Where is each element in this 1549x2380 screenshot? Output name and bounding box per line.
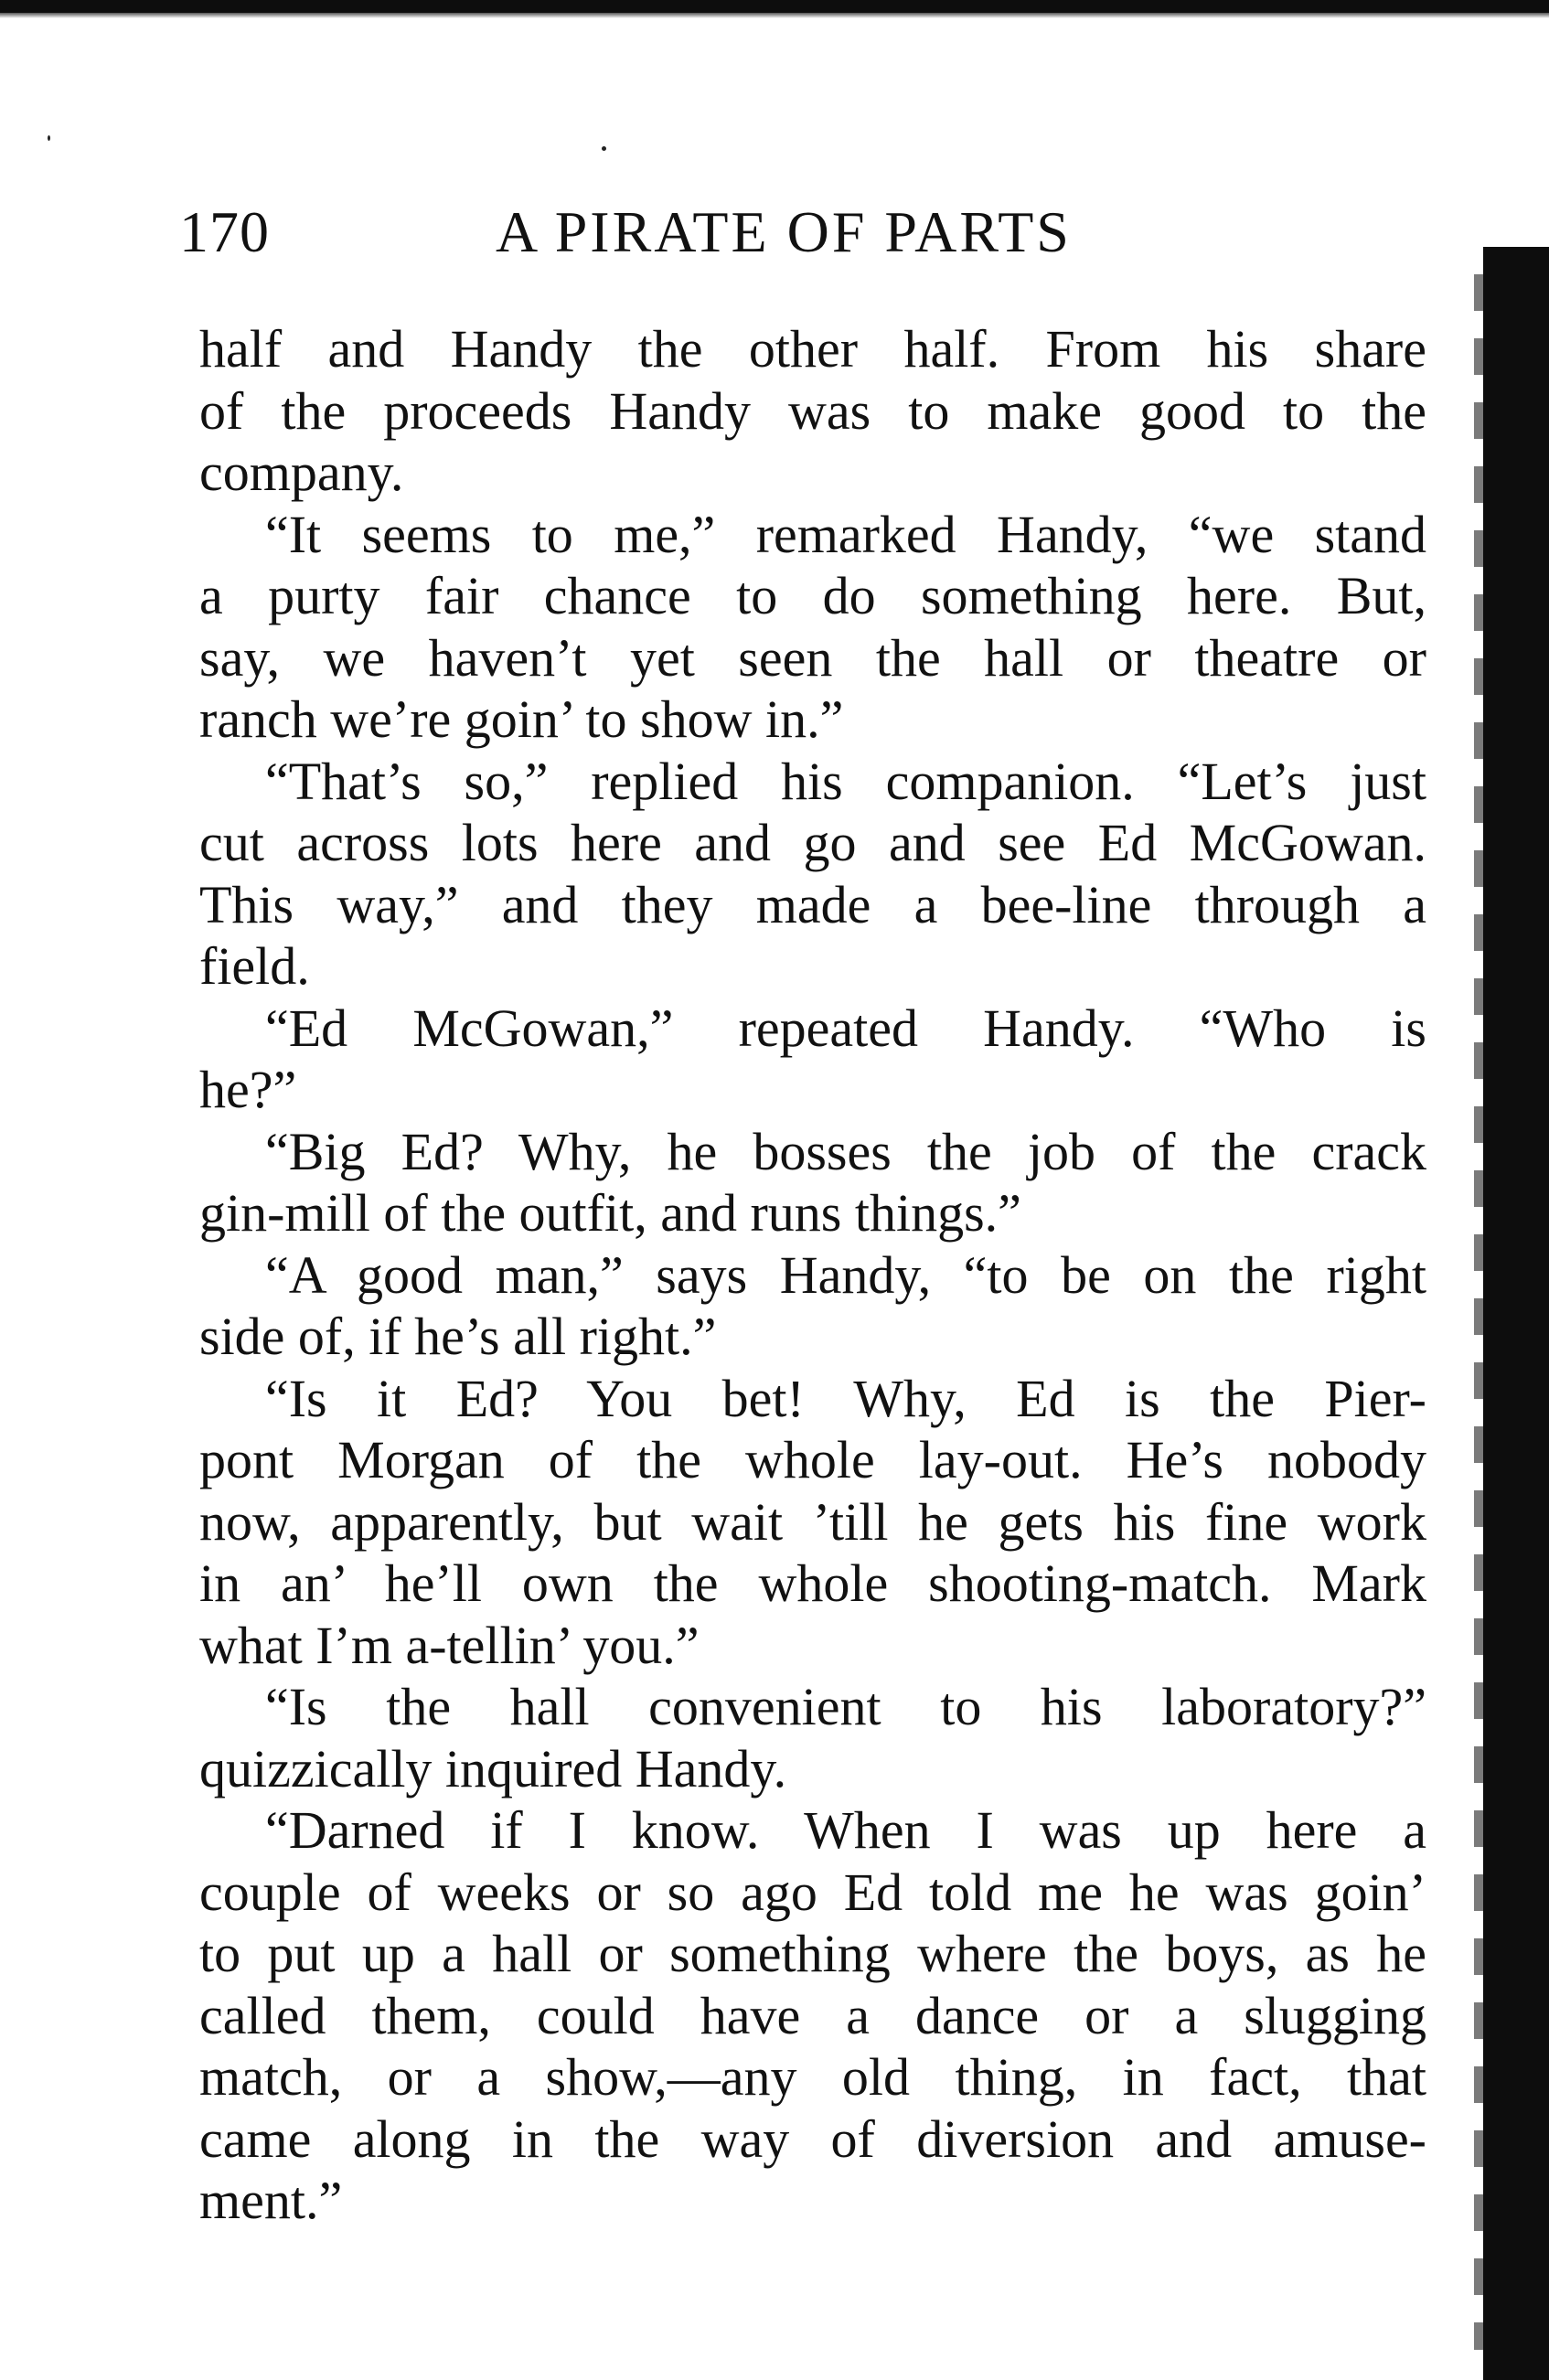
text-line: came along in the way of diversion and amuse- — [199, 2108, 1426, 2169]
running-title: A PIRATE OF PARTS — [496, 199, 1072, 264]
text-line: match, or a show,—any old thing, in fact, that — [199, 2047, 1426, 2107]
text-line: “That’s so,” replied his companion. “Let’s just — [265, 751, 1426, 811]
text-line: pont Morgan of the whole lay-out. He’s nobody — [199, 1430, 1426, 1489]
text-line: gin-mill of the outfit, and runs things.” — [199, 1183, 1021, 1243]
text-line: half and Handy the other half. From his share — [199, 319, 1426, 379]
text-line: couple of weeks or so ago Ed told me he was goin’ — [199, 1862, 1426, 1922]
text-line: This way,” and they made a bee-line through a — [199, 874, 1426, 934]
text-line: side of, if he’s all right.” — [199, 1307, 717, 1366]
text-line: “Is the hall convenient to his laboratory?” — [265, 1677, 1426, 1736]
text-line: what I’m a-tellin’ you.” — [199, 1615, 700, 1675]
text-line: say, we haven’t yet seen the hall or theatre or — [199, 627, 1426, 688]
text-line: company. — [199, 443, 404, 502]
text-line: called them, could have a dance or a slugging — [199, 1985, 1426, 2045]
text-line: “Big Ed? Why, he bosses the job of the crack — [265, 1121, 1426, 1181]
text-line: “Darned if I know. When I was up here a — [265, 1800, 1426, 1860]
top-scan-border — [0, 0, 1549, 13]
right-scan-edge-texture — [1474, 274, 1483, 2350]
text-line: now, apparently, but wait ’till he gets his fine work — [199, 1491, 1426, 1552]
text-line: “A good man,” says Handy, “to be on the right — [265, 1244, 1426, 1305]
text-line: “Is it Ed? You bet! Why, Ed is the Pier- — [265, 1368, 1426, 1428]
text-line: quizzically inquired Handy. — [199, 1738, 787, 1798]
text-line: cut across lots here and go and see Ed McGowan. — [199, 813, 1426, 872]
text-line: of the proceeds Handy was to make good to the — [199, 380, 1426, 441]
top-scan-shadow — [0, 13, 1549, 18]
scan-speck — [48, 135, 50, 141]
text-line: “It seems to me,” remarked Handy, “we stand — [265, 504, 1426, 564]
page-number: 170 — [179, 199, 270, 264]
page-header — [179, 194, 1414, 271]
text-line: “Ed McGowan,” repeated Handy. “Who is — [265, 998, 1426, 1058]
text-line: ranch we’re goin’ to show in.” — [199, 689, 844, 749]
text-line: field. — [199, 936, 310, 996]
body-text — [199, 318, 1426, 2232]
text-line: in an’ he’ll own the whole shooting-match. Mark — [199, 1553, 1426, 1613]
text-line: he?” — [199, 1060, 297, 1119]
text-line: ment.” — [199, 2171, 343, 2230]
text-line: a purty fair chance to do something here. But, — [199, 566, 1426, 625]
text-line: to put up a hall or something where the boys, as he — [199, 1924, 1426, 1983]
right-scan-border — [1483, 247, 1549, 2380]
scan-speck — [602, 146, 606, 151]
